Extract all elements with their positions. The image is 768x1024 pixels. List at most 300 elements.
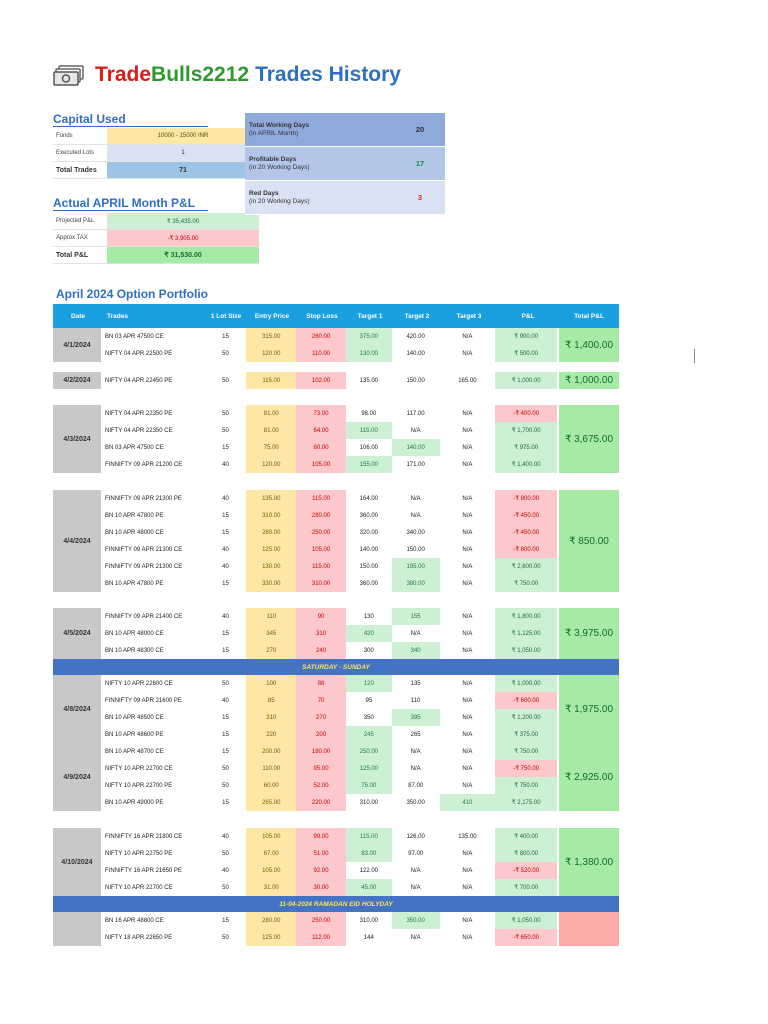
lot-size: 15 <box>222 731 229 738</box>
target-3: N/A <box>462 782 473 789</box>
trade-name: BN 10 APR 47800 PE <box>105 512 164 519</box>
target-2: N/A <box>410 630 421 637</box>
trade-row <box>103 675 557 692</box>
trade-row <box>103 524 557 541</box>
target-3: N/A <box>462 427 473 434</box>
lot-size: 15 <box>222 799 229 806</box>
lot-size: 50 <box>222 850 229 857</box>
target-2: 110 <box>410 697 421 704</box>
entry-price: 85 <box>246 692 296 709</box>
stop-loss: 70 <box>296 692 346 709</box>
trade-name: BN 10 APR 47800 PE <box>105 580 164 587</box>
target-3: N/A <box>462 350 473 357</box>
trade-name: BN 10 APR 48600 PE <box>105 731 164 738</box>
days-title: Red Days <box>249 189 279 197</box>
lot-size: 15 <box>222 714 229 721</box>
stop-loss: 60.00 <box>296 439 346 456</box>
target-3: N/A <box>462 765 473 772</box>
target-3: 135.00 <box>458 833 477 840</box>
date-group <box>53 608 619 659</box>
pnl-value: ₹ 400.00 <box>495 828 557 845</box>
days-sub: (in APRIL Month) <box>249 129 299 137</box>
entry-price: 81.00 <box>246 422 296 439</box>
stop-loss: 30.00 <box>296 879 346 896</box>
target-2: N/A <box>410 748 421 755</box>
target-3: N/A <box>462 917 473 924</box>
stop-loss: 112.00 <box>296 929 346 946</box>
target-1: 115.00 <box>346 828 392 845</box>
stop-loss: 310.00 <box>296 575 346 592</box>
pnl-value: ₹ 900.00 <box>495 328 557 345</box>
total-pnl-cell: ₹ 1,975.00 <box>559 675 619 743</box>
capital-label: Funds <box>53 128 107 145</box>
date-cell <box>53 912 101 946</box>
days-row <box>245 113 445 147</box>
target-1: 310.00 <box>359 799 379 806</box>
portfolio-title: April 2024 Option Portfolio <box>56 287 209 301</box>
lot-size: 40 <box>222 613 229 620</box>
target-2: N/A <box>410 934 421 941</box>
trade-row <box>103 507 557 524</box>
target-1: 120 <box>346 675 392 692</box>
total-pnl-cell: ₹ 1,000.00 <box>559 372 619 389</box>
pnl-value: -₹ 400.00 <box>495 405 557 422</box>
days-value: 17 <box>415 159 425 168</box>
target-3: N/A <box>462 410 473 417</box>
stop-loss: 220.00 <box>296 794 346 811</box>
target-2: 350.00 <box>392 912 440 929</box>
entry-price: 100 <box>246 675 296 692</box>
trade-row <box>103 490 557 507</box>
col-header: Trades <box>107 312 128 320</box>
target-1: 375.00 <box>346 328 392 345</box>
trade-name: BN 03 APR 47500 CE <box>105 333 164 340</box>
stop-loss: 73.00 <box>296 405 346 422</box>
target-2: 350.00 <box>406 799 425 806</box>
lot-size: 50 <box>222 884 229 891</box>
target-1: 130.00 <box>346 345 392 362</box>
entry-price: 60.00 <box>246 777 296 794</box>
pnl-value: ₹ 500.00 <box>495 345 557 362</box>
entry-price: 31.00 <box>246 879 296 896</box>
target-1: 135.00 <box>359 377 379 384</box>
col-header: Date <box>70 312 86 320</box>
entry-price: 345 <box>246 625 296 642</box>
pnl-value: ₹ 1,700.00 <box>495 422 557 439</box>
target-3: N/A <box>462 748 473 755</box>
pnl-value: ₹ 1,400.00 <box>495 456 557 473</box>
total-pnl-cell: ₹ 1,380.00 <box>559 828 619 896</box>
title-rest: Trades History <box>255 63 401 86</box>
lot-size: 40 <box>222 833 229 840</box>
capital-label: Executed Lots <box>53 145 107 162</box>
lot-size: 15 <box>222 529 229 536</box>
date-group <box>53 405 619 473</box>
date-cell: 4/10/2024 <box>53 828 101 896</box>
pnl-value: ₹ 1,800.00 <box>495 608 557 625</box>
pnl-value: ₹ 2,600.00 <box>495 558 557 575</box>
target-2: 380.00 <box>392 575 440 592</box>
date-group <box>53 328 619 362</box>
lot-size: 40 <box>222 495 229 502</box>
trade-name: NIFTY 10 APR 22750 PE <box>105 850 173 857</box>
target-3: N/A <box>462 731 473 738</box>
holiday-band: 11-04-2024 RAMADAN EID HOLYDAY <box>53 896 619 912</box>
trade-name: NIFTY 10 APR 22700 PE <box>105 782 173 789</box>
trade-name: FINNIFTY 09 APR 21600 PE <box>105 697 182 704</box>
stop-loss: 115.00 <box>296 490 346 507</box>
target-2: N/A <box>410 495 421 502</box>
target-3: N/A <box>462 850 473 857</box>
entry-price: 310.00 <box>246 507 296 524</box>
trade-name: FINNIFTY 09 APR 21200 CE <box>105 461 183 468</box>
target-1: 83.00 <box>346 845 392 862</box>
lot-size: 50 <box>222 765 229 772</box>
pnl-value: ₹ 375.00 <box>495 726 557 743</box>
lot-size: 15 <box>222 512 229 519</box>
entry-price: 315.00 <box>246 328 296 345</box>
target-1: 150.00 <box>359 563 379 570</box>
date-cell: 4/4/2024 <box>53 490 101 592</box>
entry-price: 125.00 <box>246 929 296 946</box>
entry-price: 105.00 <box>246 862 296 879</box>
trade-name: BN 10 APR 49000 PE <box>105 799 164 806</box>
target-3: N/A <box>462 333 473 340</box>
stop-loss: 270 <box>296 709 346 726</box>
entry-price: 135.00 <box>246 490 296 507</box>
target-1: 420 <box>346 625 392 642</box>
days-value: 20 <box>415 125 425 134</box>
trade-name: BN 10 APR 48300 CE <box>105 647 164 654</box>
pnl-value: -₹ 450.00 <box>495 524 557 541</box>
trade-name: BN 03 APR 47500 CE <box>105 444 164 451</box>
total-pnl-cell <box>559 912 619 946</box>
target-3: N/A <box>462 647 473 654</box>
stop-loss: 310 <box>296 625 346 642</box>
trade-name: BN 10 APR 48500 CE <box>105 714 164 721</box>
capital-table <box>53 128 259 179</box>
pnl-value: ₹ 1,050.00 <box>495 912 557 929</box>
stop-loss: 180.00 <box>296 743 346 760</box>
target-1: 164.00 <box>359 495 379 502</box>
stop-loss: 240 <box>296 642 346 659</box>
pnl-value: ₹ 750.00 <box>495 777 557 794</box>
target-3: N/A <box>462 529 473 536</box>
lot-size: 40 <box>222 697 229 704</box>
trade-name: NIFTY 04 APR 22350 CE <box>105 427 173 434</box>
entry-price: 280.00 <box>246 524 296 541</box>
target-2: 340 <box>392 642 440 659</box>
trade-row <box>103 777 557 794</box>
pnl-value: ₹ 2,175.00 <box>495 794 557 811</box>
target-3: 165.00 <box>458 377 477 384</box>
target-1: 360.00 <box>359 580 379 587</box>
portfolio-table <box>53 304 619 946</box>
trade-row <box>103 439 557 456</box>
lot-size: 15 <box>222 333 229 340</box>
entry-price: 270 <box>246 642 296 659</box>
trade-row <box>103 760 557 777</box>
entry-price: 120.00 <box>246 456 296 473</box>
target-1: 45.00 <box>346 879 392 896</box>
trade-row <box>103 558 557 575</box>
trade-row <box>103 929 557 946</box>
total-pnl-cell: ₹ 3,675.00 <box>559 405 619 473</box>
portfolio-header-row <box>53 304 619 328</box>
pnl-value: -₹ 450.00 <box>495 507 557 524</box>
total-pnl-cell: ₹ 3,975.00 <box>559 608 619 659</box>
target-2: 135 <box>410 680 421 687</box>
target-2: N/A <box>410 512 421 519</box>
trade-name: BN 10 APR 48700 CE <box>105 748 164 755</box>
date-cell: 4/1/2024 <box>53 328 101 362</box>
entry-price: 125.00 <box>246 541 296 558</box>
stop-loss: 88 <box>296 675 346 692</box>
pnl-label: Projected P&L <box>53 213 107 230</box>
entry-price: 200.00 <box>246 743 296 760</box>
pnl-value: -₹ 800.00 <box>495 541 557 558</box>
trade-row <box>103 879 557 896</box>
target-2: 150.00 <box>406 377 425 384</box>
date-group <box>53 912 619 946</box>
pnl-value: -₹ 650.00 <box>495 929 557 946</box>
capital-value: 1 <box>107 145 259 162</box>
trade-name: FINNIFTY 09 APR 21400 CE <box>105 613 183 620</box>
pnl-table <box>53 213 259 264</box>
date-group <box>53 490 619 592</box>
trade-name: FINNIFTY 09 APR 21300 PE <box>105 495 182 502</box>
target-3: N/A <box>462 680 473 687</box>
target-2: 126.00 <box>406 833 425 840</box>
trade-row <box>103 328 557 345</box>
pnl-value: ₹ 750.00 <box>495 575 557 592</box>
text-cursor <box>694 349 695 363</box>
trade-name: NIFTY 04 APR 22450 PE <box>105 377 173 384</box>
entry-price: 110 <box>246 608 296 625</box>
trade-name: FINNIFTY 16 APR 21650 PE <box>105 867 182 874</box>
group-spacer <box>53 362 619 372</box>
stop-loss: 90 <box>296 608 346 625</box>
group-spacer <box>53 389 619 405</box>
target-2: 150.00 <box>406 546 425 553</box>
trade-row <box>103 541 557 558</box>
lot-size: 15 <box>222 630 229 637</box>
col-header: P&L <box>521 312 535 320</box>
target-2: 171.00 <box>406 461 425 468</box>
target-3: N/A <box>462 461 473 468</box>
days-title: Total Working Days <box>249 121 310 129</box>
date-group <box>53 743 619 811</box>
stop-loss: 105.00 <box>296 541 346 558</box>
trade-name: FINNIFTY 09 APR 21300 CE <box>105 546 183 553</box>
days-row <box>245 147 445 181</box>
pnl-value: ₹ 1,000.00 <box>495 675 557 692</box>
target-1: 98.00 <box>361 410 377 417</box>
entry-price: 330.00 <box>246 575 296 592</box>
target-1: 115.00 <box>346 422 392 439</box>
lot-size: 15 <box>222 647 229 654</box>
target-3: N/A <box>462 613 473 620</box>
target-1: 106.00 <box>359 444 379 451</box>
lot-size: 50 <box>222 410 229 417</box>
group-spacer <box>53 592 619 608</box>
entry-price: 280.00 <box>246 912 296 929</box>
stop-loss: 115.00 <box>296 558 346 575</box>
days-row <box>245 181 445 215</box>
stop-loss: 260.00 <box>296 328 346 345</box>
target-2: 265 <box>410 731 421 738</box>
lot-size: 50 <box>222 427 229 434</box>
col-header: Stop Loss <box>306 312 338 320</box>
entry-price: 220 <box>246 726 296 743</box>
trade-name: NIFTY 04 APR 22350 PE <box>105 410 173 417</box>
trade-name: NIFTY 04 APR 22500 PE <box>105 350 173 357</box>
lot-size: 15 <box>222 917 229 924</box>
trade-row <box>103 743 557 760</box>
target-1: 130 <box>363 613 374 620</box>
trade-row <box>103 608 557 625</box>
trade-row <box>103 912 557 929</box>
entry-price: 120.00 <box>246 345 296 362</box>
page-header <box>53 60 401 90</box>
target-3: N/A <box>462 444 473 451</box>
pnl-value: -₹ 800.00 <box>495 490 557 507</box>
entry-price: 75.00 <box>246 439 296 456</box>
trade-row <box>103 862 557 879</box>
pnl-label: Approx TAX <box>53 230 107 247</box>
entry-price: 81.00 <box>246 405 296 422</box>
stop-loss: 64.00 <box>296 422 346 439</box>
pnl-value: ₹ 800.00 <box>495 845 557 862</box>
target-3: N/A <box>462 884 473 891</box>
days-value: 3 <box>417 193 423 202</box>
trade-row <box>103 794 557 811</box>
weekend-band: SATURDAY - SUNDAY <box>53 659 619 675</box>
target-3: N/A <box>462 867 473 874</box>
target-2: 155 <box>392 608 440 625</box>
trade-row <box>103 845 557 862</box>
days-sub: (in 20 Working Days) <box>249 163 310 171</box>
trade-row <box>103 625 557 642</box>
target-1: 122.00 <box>359 867 379 874</box>
days-title: Profitable Days <box>249 155 297 163</box>
trade-name: BN 10 APR 48000 CE <box>105 630 164 637</box>
stop-loss: 250.00 <box>296 912 346 929</box>
col-header: Target 3 <box>456 312 482 320</box>
entry-price: 110.00 <box>246 760 296 777</box>
date-cell: 4/3/2024 <box>53 405 101 473</box>
target-3: N/A <box>462 563 473 570</box>
working-days-panel <box>245 113 445 215</box>
target-2: 140.00 <box>406 350 425 357</box>
group-spacer <box>53 473 619 490</box>
target-1: 310.00 <box>359 917 379 924</box>
target-2: 195.00 <box>392 558 440 575</box>
lot-size: 40 <box>222 546 229 553</box>
target-3: N/A <box>462 546 473 553</box>
capital-value: 10000 - 15000 INR <box>107 128 259 145</box>
pnl-label: Total P&L <box>53 247 107 264</box>
pnl-value: ₹ 1,125.00 <box>495 625 557 642</box>
pnl-value: ₹ 750.00 <box>495 743 557 760</box>
trade-row <box>103 828 557 845</box>
pnl-value: ₹ 35,435.00 <box>107 213 259 230</box>
target-2: 117.00 <box>406 410 425 417</box>
lot-size: 15 <box>222 748 229 755</box>
money-bills-icon <box>53 64 85 86</box>
title-trade: Trade <box>95 63 152 86</box>
col-header: Target 1 <box>357 312 383 320</box>
stop-loss: 110.00 <box>296 345 346 362</box>
trade-row <box>103 405 557 422</box>
date-cell: 4/5/2024 <box>53 608 101 659</box>
entry-price: 310 <box>246 709 296 726</box>
trade-row <box>103 456 557 473</box>
trade-row <box>103 345 557 362</box>
trade-name: NIFTY 10 APR 22600 CE <box>105 680 173 687</box>
target-3: N/A <box>462 697 473 704</box>
target-3: N/A <box>462 714 473 721</box>
group-spacer <box>53 811 619 828</box>
stop-loss: 51.00 <box>296 845 346 862</box>
entry-price: 67.00 <box>246 845 296 862</box>
target-3: N/A <box>462 934 473 941</box>
target-2: 140.00 <box>392 439 440 456</box>
stop-loss: 102.00 <box>296 372 346 389</box>
trade-name: NIFTY 18 APR 22650 PE <box>105 934 173 941</box>
trade-name: BN 10 APR 48000 CE <box>105 529 164 536</box>
entry-price: 105.00 <box>246 828 296 845</box>
trade-row <box>103 692 557 709</box>
target-3: N/A <box>462 630 473 637</box>
pnl-value: ₹ 31,530.00 <box>107 247 259 264</box>
target-3: N/A <box>462 495 473 502</box>
col-header: 1 Lot Size <box>210 312 242 320</box>
trade-name: FINNIFTY 16 APR 21800 CE <box>105 833 183 840</box>
target-1: 95 <box>365 697 373 704</box>
days-sub: (in 20 Working Days) <box>249 197 310 205</box>
target-3: N/A <box>462 580 473 587</box>
target-2: 395 <box>392 709 440 726</box>
trade-row <box>103 726 557 743</box>
date-group <box>53 675 619 743</box>
stop-loss: 200 <box>296 726 346 743</box>
target-2: N/A <box>410 867 421 874</box>
lot-size: 40 <box>222 867 229 874</box>
total-pnl-cell: ₹ 850.00 <box>559 490 619 592</box>
stop-loss: 250.00 <box>296 524 346 541</box>
lot-size: 15 <box>222 580 229 587</box>
stop-loss: 99.00 <box>296 828 346 845</box>
date-group <box>53 828 619 896</box>
target-1: 75.00 <box>346 777 392 794</box>
pnl-value: -₹ 600.00 <box>495 692 557 709</box>
stop-loss: 280.00 <box>296 507 346 524</box>
target-2: 420.00 <box>406 333 425 340</box>
target-2: 340.00 <box>406 529 425 536</box>
trade-name: BN 16 APR 48800 CE <box>105 917 164 924</box>
entry-price: 115.00 <box>246 372 296 389</box>
total-pnl-cell: ₹ 2,925.00 <box>559 743 619 811</box>
lot-size: 40 <box>222 563 229 570</box>
stop-loss: 95.00 <box>296 760 346 777</box>
target-3: 410 <box>440 794 496 811</box>
target-1: 140.00 <box>359 546 379 553</box>
target-1: 360.00 <box>359 512 379 519</box>
target-1: 155.00 <box>346 456 392 473</box>
col-header: Entry Price <box>254 312 290 320</box>
entry-price: 130.00 <box>246 558 296 575</box>
